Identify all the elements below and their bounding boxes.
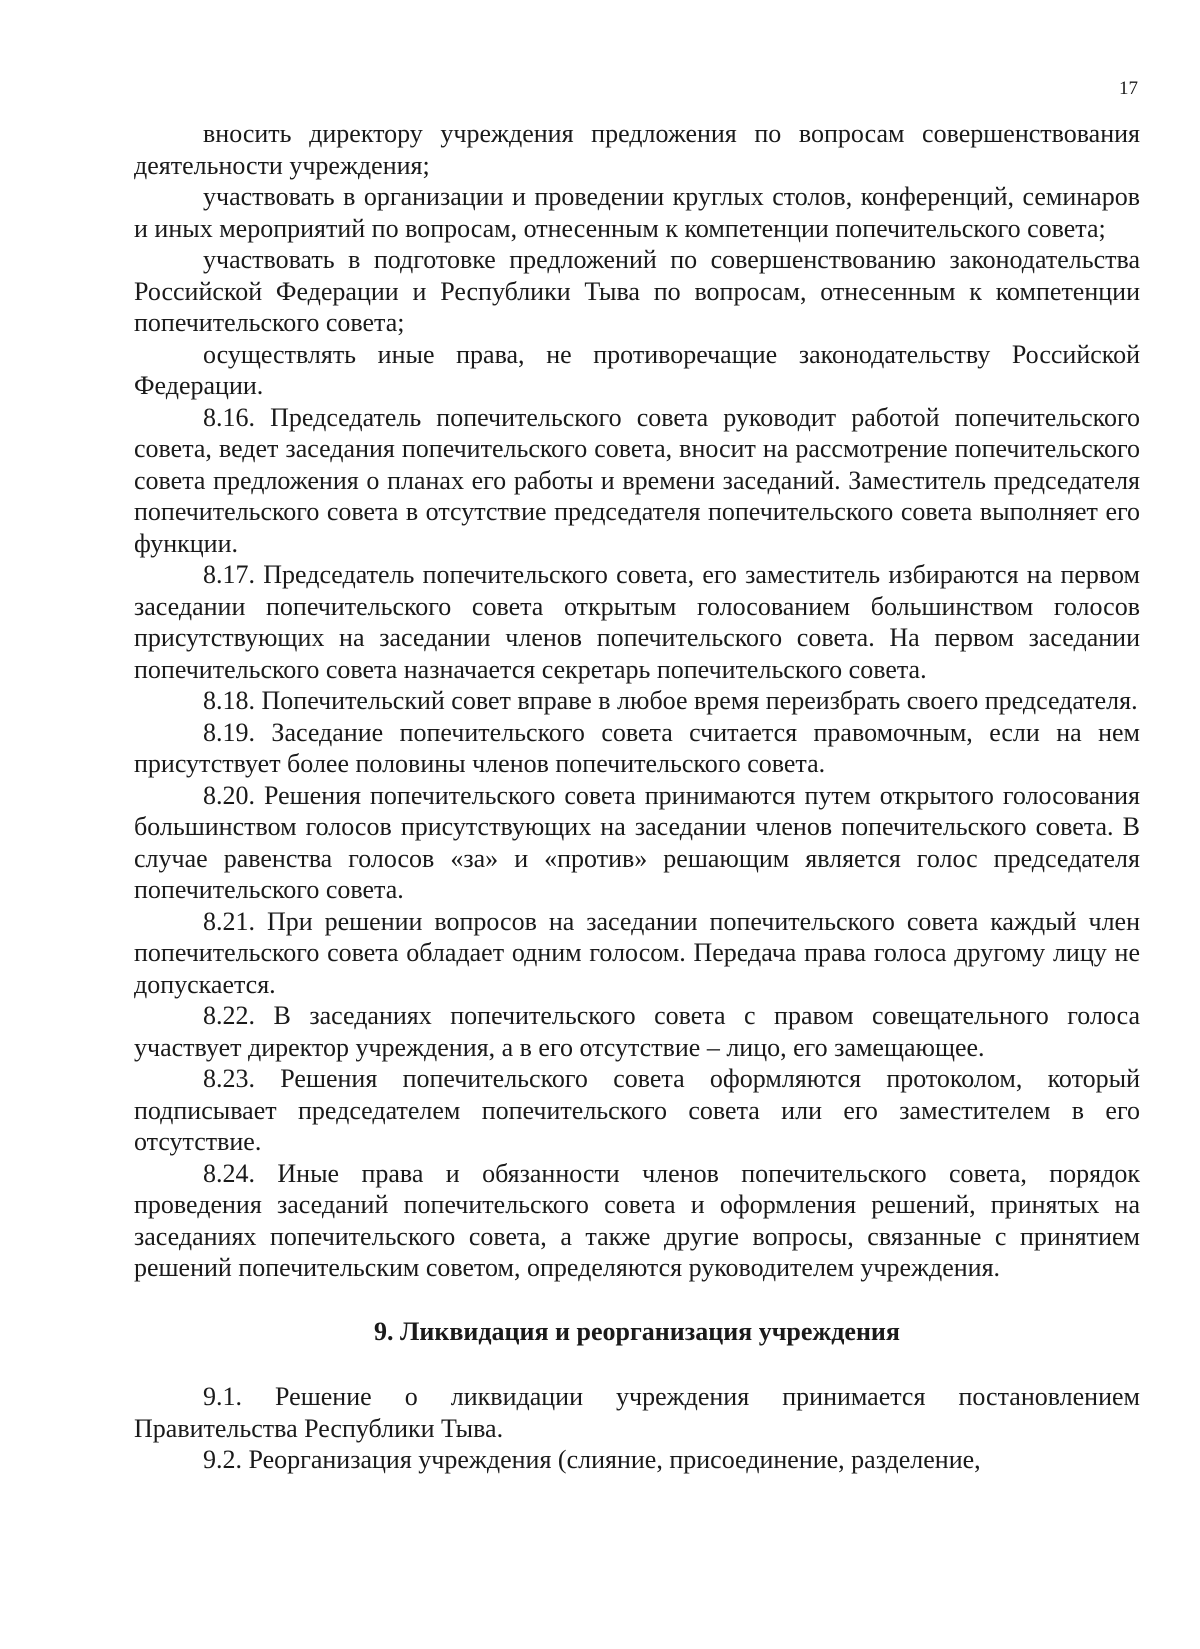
clause-8-16: 8.16. Председатель попечительского совета руководит работой попечительского совета, ведет заседания попечительского совета, вносит на рассмотрение попечительского совета предложения о планах его работы и времени заседаний. Заместитель председателя попечительского совета в отсутствие председателя попечительского совета выполняет его функции. [134, 402, 1140, 558]
clause-9-1: 9.1. Решение о ликвидации учреждения принимается постановлением Правительства Республики Тыва. [134, 1382, 1140, 1443]
clause-8-17: 8.17. Председатель попечительского совета, его заместитель избираются на первом заседании попечительского совета открытым голосованием большинством голосов присутствующих на заседании членов попечительского совета. На первом заседании попечительского совета назначается секретарь попечительского совета. [134, 560, 1140, 684]
page-number: 17 [1119, 78, 1138, 99]
paragraph: вносить директору учреждения предложения по вопросам совершенствования деятельности учреждения; [134, 119, 1140, 180]
clause-8-19: 8.19. Заседание попечительского совета считается правомочным, если на нем присутствует более половины членов попечительского совета. [134, 717, 1140, 778]
clause-8-21: 8.21. При решении вопросов на заседании попечительского совета каждый член попечительского совета обладает одним голосом. Передача права голоса другому лицу не допускается. [134, 906, 1140, 999]
clause-8-18: 8.18. Попечительский совет вправе в любое время переизбрать своего председателя. [203, 686, 1138, 715]
clause-9-2: 9.2. Реорганизация учреждения (слияние, присоединение, разделение, [203, 1445, 981, 1474]
section-9-heading: 9. Ликвидация и реорганизация учреждения [374, 1316, 900, 1346]
clause-8-24: 8.24. Иные права и обязанности членов попечительского совета, порядок проведения заседаний попечительского совета и оформления решений, принятых на заседаниях попечительского совета, а также другие вопросы, связанные с принятием решений попечительским советом, определяются руководителем учреждения. [134, 1158, 1140, 1282]
paragraph: участвовать в организации и проведении круглых столов, конференций, семинаров и иных мероприятий по вопросам, отнесенным к компетенции попечительского совета; [134, 182, 1140, 243]
paragraph: участвовать в подготовке предложений по совершенствованию законодательства Российской Федерации и Республики Тыва по вопросам, отнесенным к компетенции попечительского совета; [134, 245, 1140, 337]
clause-8-20: 8.20. Решения попечительского совета принимаются путем открытого голосования большинством голосов присутствующих на заседании членов попечительского совета. В случае равенства голосов «за» и «против» решающим является голос председателя попечительского совета. [134, 780, 1140, 904]
paragraph: осуществлять иные права, не противоречащие законодательству Российской Федерации. [134, 339, 1140, 400]
document-body [134, 118, 1140, 1476]
clause-8-23: 8.23. Решения попечительского совета оформляются протоколом, который подписывает председателем попечительского совета или его заместителем в его отсутствие. [134, 1064, 1140, 1156]
clause-8-22: 8.22. В заседаниях попечительского совета с правом совещательного голоса участвует директор учреждения, а в его отсутствие – лицо, его замещающее. [134, 1001, 1140, 1062]
